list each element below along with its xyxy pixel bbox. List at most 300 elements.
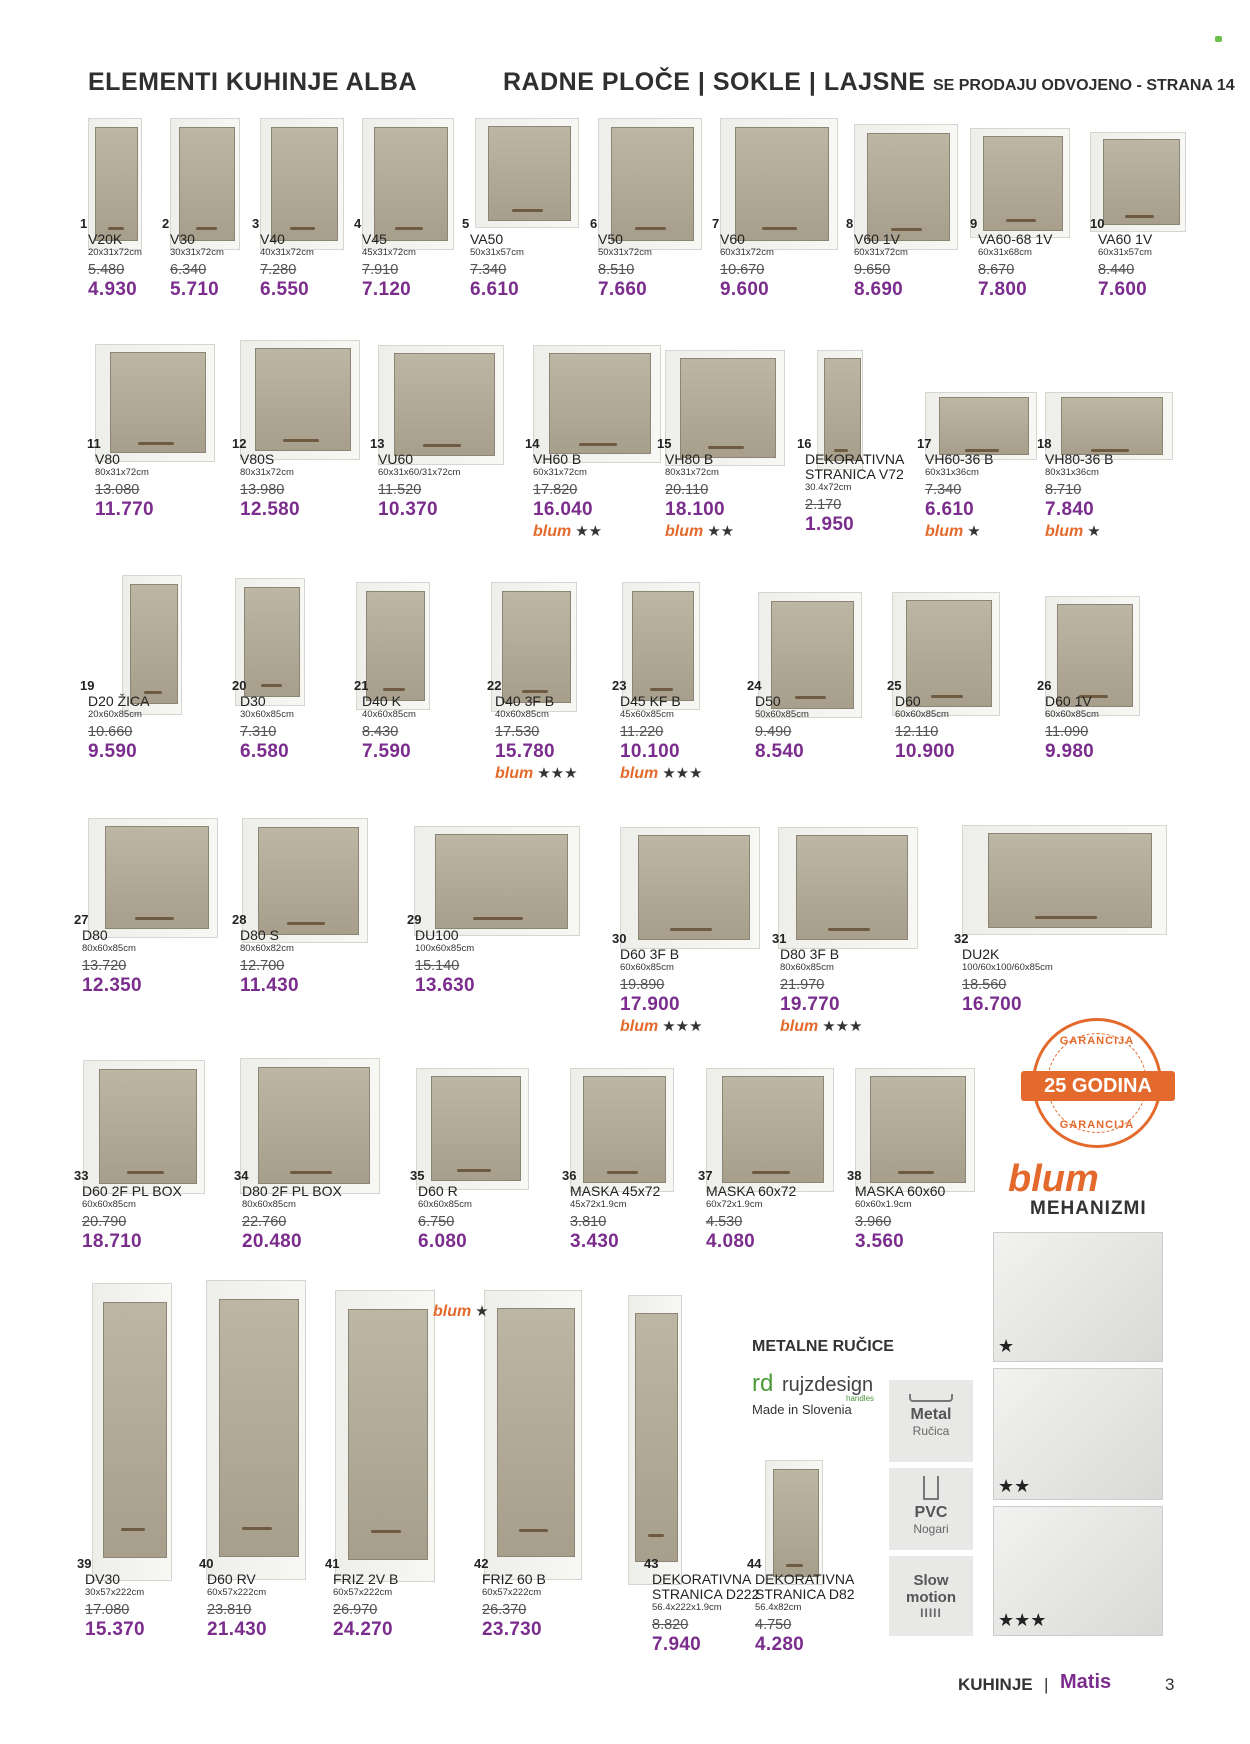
cabinet-handle [283,439,319,442]
cabinet-door [219,1299,299,1557]
cabinet-door [583,1076,666,1183]
blum-logo [925,522,981,541]
cabinet-handle [261,684,282,687]
product-dimensions: 60x31x68cm [978,247,1032,258]
blum-logo [533,522,602,541]
old-price: 2.170 [805,497,842,513]
product-name-line: VH60 B [533,451,582,467]
product-name-line: V60 1V [854,231,900,247]
product-name-line: MASKA 60x60 [855,1183,946,1199]
mehanizmi-label: MEHANIZMI [1030,1198,1147,1219]
old-price: 4.530 [706,1214,743,1230]
rujzdesign-logo-text: rujzdesign [782,1374,874,1396]
old-price: 7.340 [470,262,507,278]
sale-price: 10.900 [895,741,955,762]
product-number: 18 [1037,436,1052,451]
cabinet-door [258,827,359,935]
product-image [206,1280,306,1580]
product-number: 14 [525,436,540,451]
product-name [82,1184,182,1199]
product-name-line: V40 [260,231,285,247]
cabinet-door [110,352,206,453]
blum-logo [495,764,578,783]
product-name [665,452,713,467]
product-name [415,928,459,943]
product-name [1045,694,1092,709]
rujzdesign-logo-mark: rd [752,1370,774,1397]
cabinet-handle [708,446,744,449]
product-number: 10 [1090,216,1105,231]
sale-price: 7.600 [1098,279,1148,300]
cabinet-handle [1006,219,1036,222]
product-number: 12 [232,436,247,451]
product-dimensions: 60x57x222cm [482,1587,542,1598]
guarantee-badge [1032,1018,1162,1148]
blum-stars: ★★★ [662,1018,703,1035]
product-number: 22 [487,678,502,693]
cabinet-handle [290,1171,332,1174]
product-name [755,1572,855,1602]
blum-logo: blum [1008,1158,1099,1200]
feature-slow-title: Slow motion [906,1572,956,1606]
product-name-line: D80 [82,927,108,943]
sale-price: 4.280 [755,1634,805,1655]
blum-logo-text: blum [495,765,534,782]
product-dimensions: 80x31x72cm [240,467,294,478]
sale-price: 4.930 [88,279,138,300]
product-dimensions: 60x60x85cm [620,962,674,973]
product-image [335,1290,435,1582]
product-number: 29 [407,912,422,927]
blum-logo-text: blum [925,523,964,540]
old-price: 11.520 [378,482,422,498]
matis-logo: Matis [1060,1671,1112,1693]
blum-logo [620,1017,703,1036]
product-name [854,232,900,247]
sale-price: 23.730 [482,1619,542,1640]
sale-price: 6.550 [260,279,310,300]
product-image [925,392,1037,460]
product-dimensions: 60x31x72cm [533,467,587,478]
mechanism-stars-1: ★ [998,1336,1015,1356]
blum-stars: ★★★ [662,765,703,782]
cabinet-handle [473,917,523,920]
old-price: 11.220 [620,724,664,740]
sale-price: 20.480 [242,1231,302,1252]
cabinet-door [271,127,338,241]
cabinet-handle [1035,916,1097,919]
old-price: 8.710 [1045,482,1082,498]
product-name [495,694,554,709]
old-price: 6.750 [418,1214,455,1230]
old-price: 20.790 [82,1214,127,1230]
product-dimensions: 60x60x85cm [82,1199,136,1210]
product-dimensions: 80x31x36cm [1045,467,1099,478]
sale-price: 19.770 [780,994,840,1015]
cabinet-handle [795,696,826,699]
product-name-line: D80 3F B [780,946,840,962]
product-name-line: D60 1V [1045,693,1092,709]
product-name [240,694,266,709]
old-price: 19.890 [620,977,665,993]
sale-price: 15.370 [85,1619,145,1640]
product-image [970,128,1070,238]
product-number: 13 [370,436,385,451]
sale-price: 13.630 [415,975,475,996]
product-number: 31 [772,931,787,946]
product-dimensions: 80x31x72cm [665,467,719,478]
product-name-line: MASKA 60x72 [706,1183,797,1199]
cabinet-door [796,835,908,940]
sale-price: 4.080 [706,1231,756,1252]
old-price: 6.340 [170,262,207,278]
product-name-line: D60 R [418,1183,458,1199]
product-name-line: STRANICA D82 [755,1586,855,1602]
product-name [805,452,904,482]
mechanism-stars-2: ★★ [998,1476,1031,1496]
cabinet-door [870,1076,966,1183]
old-price: 8.670 [978,262,1015,278]
product-number: 42 [474,1556,489,1571]
sale-price: 7.940 [652,1634,702,1655]
product-dimensions: 40x60x85cm [495,709,549,720]
old-price: 13.080 [95,482,140,498]
product-dimensions: 60x60x85cm [1045,709,1099,720]
product-name [598,232,623,247]
product-name-line: DEKORATIVNA [805,451,905,467]
blum-logo-text: blum [533,523,572,540]
product-name-line: D60 [895,693,921,709]
product-number: 44 [747,1556,762,1571]
product-name-line: D40 K [362,693,401,709]
old-price: 9.490 [755,724,792,740]
product-number: 16 [797,436,812,451]
product-name-line: VA60 1V [1098,231,1153,247]
cabinet-handle [242,1527,272,1530]
product-image [855,1068,975,1192]
product-image [242,818,368,943]
cabinet-handle [108,227,124,230]
product-name [378,452,413,467]
heading-right-note: SE PRODAJU ODVOJENO - [932,77,1147,94]
product-image [778,827,918,949]
product-name [88,694,149,709]
sale-price: 24.270 [333,1619,393,1640]
sale-price: 11.770 [95,499,154,520]
product-number: 24 [747,678,762,693]
old-price: 7.910 [362,262,399,278]
product-name [82,928,108,943]
product-name [925,452,993,467]
old-price: 20.110 [665,482,709,498]
cabinet-handle [135,917,174,920]
product-dimensions: 56.4x222x1.9cm [652,1602,722,1613]
product-name-line: V60 [720,231,745,247]
product-number: 41 [325,1556,340,1571]
sale-price: 10.370 [378,499,438,520]
product-name-line: VH80 B [665,451,714,467]
product-name-line: V50 [598,231,623,247]
product-name-line: D80 S [240,927,279,943]
cabinet-door [366,591,425,701]
cabinet-handle [786,1564,803,1567]
blum-logo-text: blum [665,523,704,540]
cabinet-handle [196,227,217,230]
old-price: 18.560 [962,977,1007,993]
product-image [88,818,218,938]
old-price: 10.660 [88,724,133,740]
old-price: 4.750 [755,1617,792,1633]
product-name-line: V30 [170,231,195,247]
old-price: 5.480 [88,262,125,278]
product-dimensions: 40x31x72cm [260,247,314,258]
product-number: 6 [590,216,598,231]
product-number: 11 [87,436,101,451]
product-name [706,1184,796,1199]
product-name-line: D45 KF B [620,693,681,709]
cabinet-door [867,133,950,241]
product-number: 35 [410,1168,425,1183]
feature-pvc-legs [889,1468,973,1550]
cabinet-handle [1125,215,1154,218]
sale-price: 10.100 [620,741,680,762]
product-image [533,345,661,463]
product-number: 8 [846,216,854,231]
cabinet-handle [648,1534,664,1537]
product-dimensions: 60x31x57cm [1098,247,1152,258]
product-number: 17 [917,436,932,451]
product-number: 38 [847,1168,862,1183]
cabinet-handle [371,1530,401,1533]
blum-logo [620,764,703,783]
cabinet-door [255,348,351,451]
product-image [765,1460,823,1585]
product-dimensions: 60x72x1.9cm [706,1199,763,1210]
product-name-line: V80 [95,451,120,467]
product-number: 21 [354,678,369,693]
blum-stars: ★★ [707,523,735,540]
page-heading-left: ELEMENTI KUHINJE ALBA [88,68,418,96]
product-dimensions: 40x60x85cm [362,709,416,720]
product-number: 4 [354,216,362,231]
product-dimensions: 45x60x85cm [620,709,674,720]
product-number: 40 [199,1556,214,1571]
cabinet-door [502,591,571,703]
product-name [470,232,503,247]
product-name-line: STRANICA V72 [805,466,904,482]
old-price: 22.760 [242,1214,287,1230]
made-in-slovenia: Made in Slovenia [752,1402,852,1417]
old-price: 23.810 [207,1602,252,1618]
feature-metal-handle [889,1380,973,1462]
product-dimensions: 60x31x36cm [925,467,979,478]
cabinet-handle [519,1529,548,1532]
sale-price: 16.040 [533,499,593,520]
product-name [978,232,1052,247]
product-dimensions: 80x60x85cm [780,962,834,973]
product-image [628,1295,682,1585]
product-name [652,1572,759,1602]
sale-price: 17.900 [620,994,680,1015]
product-name [780,947,839,962]
product-number: 7 [712,216,720,231]
blum-logo [780,1017,863,1036]
sale-price: 18.100 [665,499,725,520]
cabinet-handle [121,1528,145,1531]
blum-logo-text: blum [433,1303,472,1320]
heading-right-page-ref: STRANA 14 [1146,77,1235,94]
feature-metal-title: Metal [910,1406,952,1423]
old-price: 12.110 [895,724,939,740]
sale-price: 6.610 [925,499,975,520]
cabinet-door [435,834,568,929]
blum-stars: ★ [1087,523,1101,540]
cabinet-door [1103,139,1180,225]
product-number: 9 [970,216,978,231]
sale-price: 6.580 [240,741,290,762]
product-dimensions: 45x72x1.9cm [570,1199,627,1210]
sale-price: 8.540 [755,741,805,762]
old-price: 7.340 [925,482,962,498]
product-number: 20 [232,678,247,693]
product-name-line: D80 2F PL BOX [242,1183,342,1199]
cabinet-door [611,127,694,241]
product-name [1045,452,1113,467]
old-price: 7.310 [240,724,277,740]
old-price: 12.700 [240,958,285,974]
sale-price: 5.710 [170,279,220,300]
cabinet-door [638,835,750,940]
blum-stars: ★★★ [822,1018,863,1035]
cabinet-door [771,601,854,709]
sale-price: 9.600 [720,279,770,300]
blum-logo [1045,522,1101,541]
footer-separator: | [1044,1675,1049,1694]
product-number: 15 [657,436,672,451]
product-number: 34 [234,1168,249,1183]
product-number: 19 [80,678,95,693]
feature-pvc-title: PVC [914,1504,948,1521]
product-dimensions: 30x60x85cm [240,709,294,720]
product-number: 37 [698,1168,713,1183]
badge-bottom-text: GARANCIJA [1059,1119,1135,1131]
cabinet-handle [828,928,870,931]
product-number: 1 [80,216,88,231]
product-name-line: DEKORATIVNA [652,1571,752,1587]
old-price: 10.670 [720,262,765,278]
product-number: 36 [562,1168,577,1183]
product-name-line: DU2K [962,946,1000,962]
cabinet-handle [635,227,666,230]
old-price: 8.430 [362,724,399,740]
product-dimensions: 60x60x1.9cm [855,1199,912,1210]
sale-price: 12.580 [240,499,300,520]
cabinet-door [103,1302,167,1558]
product-name-line: VH60-36 B [925,451,994,467]
cabinet-door [1061,397,1163,455]
product-name-line: VH80-36 B [1045,451,1114,467]
blum-stars: ★ [475,1303,489,1320]
cabinet-handle [762,227,797,230]
cabinet-door [735,127,829,241]
cabinet-door [497,1308,575,1557]
product-name [855,1184,945,1199]
sale-price: 1.950 [805,514,855,535]
product-number: 32 [954,931,969,946]
cabinet-handle [898,1171,934,1174]
sale-price: 9.590 [88,741,138,762]
product-number: 25 [887,678,902,693]
sale-price: 18.710 [82,1231,142,1252]
cabinet-door [939,397,1029,455]
product-name [242,1184,342,1199]
product-image [240,340,360,460]
cabinet-door [130,584,178,704]
product-dimensions: 80x60x85cm [82,943,136,954]
product-dimensions: 60x57x222cm [333,1587,393,1598]
cabinet-handle [607,1171,638,1174]
sale-price: 11.430 [240,975,299,996]
product-name [260,232,285,247]
product-number: 26 [1037,678,1052,693]
sale-price: 9.980 [1045,741,1095,762]
cabinet-handle [457,1169,491,1172]
product-dimensions: 60x31x72cm [854,247,908,258]
old-price: 26.370 [482,1602,527,1618]
product-dimensions: 60x60x85cm [418,1199,472,1210]
sale-price: 8.690 [854,279,904,300]
feature-slow-motion [889,1556,973,1636]
old-price: 8.820 [652,1617,689,1633]
cabinet-door [95,127,138,241]
cabinet-handle [127,1171,164,1174]
product-name-line: V20K [88,231,123,247]
product-number: 30 [612,931,627,946]
cabinet-door [258,1067,370,1184]
cabinet-door [244,587,300,697]
product-name [962,947,999,962]
product-number: 5 [462,216,470,231]
product-image [92,1283,172,1581]
blum-logo-text: blum [620,1018,659,1035]
old-price: 9.650 [854,262,891,278]
old-price: 26.970 [333,1602,378,1618]
product-name [170,232,195,247]
product-dimensions: 50x60x85cm [755,709,809,720]
product-dimensions: 30x31x72cm [170,247,224,258]
product-dimensions: 30.4x72cm [805,482,852,493]
sale-price: 7.840 [1045,499,1095,520]
cabinet-door [773,1469,819,1577]
product-name-line: FRIZ 2V B [333,1571,399,1587]
product-name-line: D30 [240,693,266,709]
cabinet-door [988,833,1152,928]
old-price: 21.970 [780,977,825,993]
product-name [620,947,679,962]
product-name [240,452,274,467]
product-name [95,452,120,467]
product-image [665,350,785,466]
cabinet-door [1057,604,1133,707]
product-dimensions: 60x31x60/31x72cm [378,467,461,478]
product-name [362,232,387,247]
product-name [720,232,745,247]
product-name-line: V80S [240,451,275,467]
cabinet-door [680,358,776,458]
sale-price: 7.590 [362,741,412,762]
slow-motion-bars-icon: IIIII [920,1606,942,1620]
old-price: 3.960 [855,1214,892,1230]
